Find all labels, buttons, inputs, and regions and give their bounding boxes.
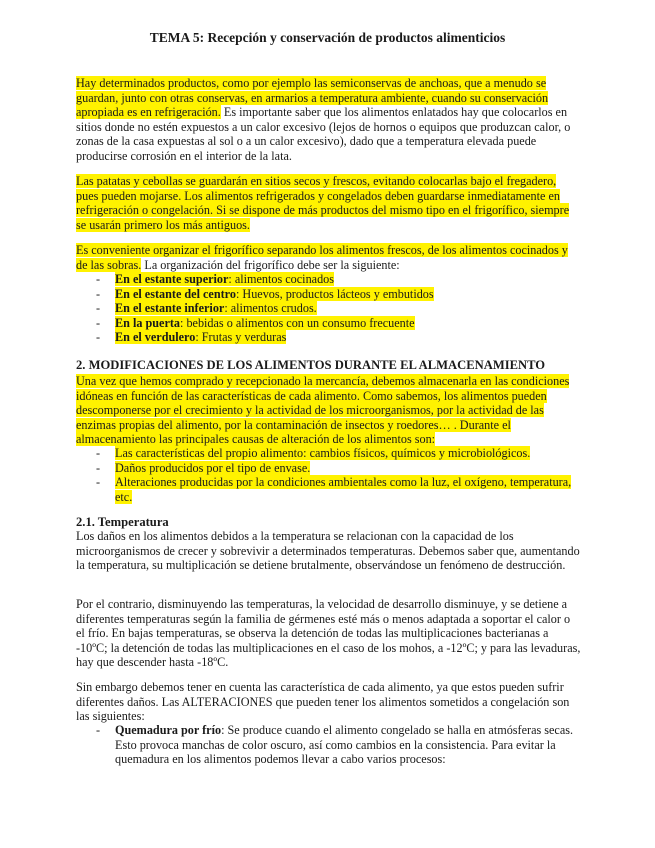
list-item-bold: En el verdulero [115,330,196,344]
highlighted-text: Es conveniente organizar el frigorífico separando los alimentos frescos, de los alimentos cocinados y de las sobras. [76,243,568,272]
list-item-text: : Huevos, productos lácteos y embutidos [235,286,434,301]
list-dash: - [96,330,101,344]
list-dash: - [96,315,101,330]
list-item-text: Las características del propio alimento: cambios físicos, químicos y microbiológicos. [115,446,531,460]
list-dash: - [96,723,101,737]
list-item-text: : Frutas y verduras [195,330,287,344]
list-item-text: : Se produce cuando el alimento congelado se halla en atmósferas secas. Esto provoca manchas de color oscuro, así como cambios en la consistencia. Para evitar la quemadura en los alimentos podemos llevar a cabo varios procesos: [115,723,574,766]
paragraph-alteraciones: Sin embargo debemos tener en cuenta las característica de cada alimento, ya que estos pueden sufrir diferentes daños. Las ALTERACIONES que pueden tener los alimentos sometidos a congelación son las siguientes: [76,680,570,723]
paragraph-almacenamiento [76,374,581,447]
list-item [96,301,581,316]
list-dash: - [96,301,101,315]
list-item-bold: En el estante superior [115,272,229,286]
list-item-bold: En la puerta [115,315,181,330]
highlighted-text: Hay determinados productos, como por ejemplo las semiconservas de anchoas, que a menudo se guardan, junto con otras conservas, en armarios a temperatura ambiente, cuando su conservación apropiada es en refrigeración. [76,76,549,119]
paragraph-text: La organización del frigorífico debe ser la siguiente: [141,257,400,272]
list-dash: - [96,272,101,286]
list-item-text: Alteraciones producidas por la condiciones ambientales como la luz, el oxígeno, temperatura, etc. [115,475,572,504]
list-item-bold: En el estante del centro [115,286,236,301]
list-dash: - [96,286,101,301]
list-item-text: : bebidas o alimentos con un consumo frecuente [180,315,415,330]
list-item [96,446,581,461]
paragraph-temperatura: Los daños en los alimentos debidos a la temperatura se relacionan con la capacidad de los microorganismos de crecer y sobrevivir a determinados temperaturas. Debemos saber que, aumentando la temperatura, su multiplicación se detiene brutalmente, observándose un fenómeno de destrucción. [76,529,580,572]
list-item-text: Daños producidos por el tipo de envase. [115,460,311,475]
list-item-text: : alimentos cocinados [228,272,335,286]
paragraph-conservas [76,76,581,163]
list-item [96,475,581,504]
list-item [96,723,581,767]
subsection-heading: 2.1. Temperatura [76,515,169,529]
alteration-causes-list [96,446,581,504]
freezing-alterations-list [96,723,581,767]
highlighted-text: Una vez que hemos comprado y recepcionado la mercancía, debemos almacenarla en las condiciones idóneas en función de las características de cada alimento. Como sabemos, los alimentos pueden descomponerse por el crecimiento y la actividad de los microorganismos, por la actividad de las enzimas propias del alimento, por la contaminación de insectos y roedores… . Durante el almacenamiento las principales causas de alteración de los alimentos son: [76,374,570,446]
fridge-organization-list [96,272,581,345]
paragraph-text: Es importante saber que los alimentos enlatados hay que colocarlos en sitios donde no estén expuestos a un calor excesivo (lejos de hornos o equipos que produzcan calor, o zonas de la casa expuestas al sol o a un calor excesivo), dado que a temperatura elevada puede producirse corrosión en el interior de la lata. [76,105,571,163]
highlighted-text: Las patatas y cebollas se guardarán en sitios secos y frescos, evitando colocarlas bajo el fregadero, pues pueden mojarse. Los alimentos refrigerados y congelados deben guardarse inmediatamente en refrigeración o congelación. Si se dispone de más productos del mismo tipo en el frigorífico, siempre se usarán primero los más antiguos. [76,174,570,232]
list-dash: - [96,460,101,475]
list-item [96,330,581,345]
list-item [96,316,581,331]
paragraph-patatas [76,174,581,232]
list-dash: - [96,446,101,460]
list-item [96,287,581,302]
page-title: TEMA 5: Recepción y conservación de productos alimenticios [149,30,506,45]
list-item [96,272,581,287]
paragraph-frigorifico [76,243,581,272]
section-heading: 2. MODIFICACIONES DE LOS ALIMENTOS DURANTE EL ALMACENAMIENTO [76,358,546,372]
list-item-bold: Quemadura por frío [115,723,222,737]
list-item-text: : alimentos crudos. [224,301,317,315]
list-item [96,461,581,476]
paragraph-bajas-temperaturas: Por el contrario, disminuyendo las temperaturas, la velocidad de desarrollo disminuye, y se detiene a diferentes temperaturas según la familia de gérmenes esté más o menos adaptada a soportar el calor o el frío. En bajas temperaturas, se observa la detención de todas las multiplicaciones bacterianas a -10ºC; la detención de todas las multiplicaciones en el caso de los mohos, a -12ºC; y para las levaduras, hay que descender hasta -18ºC. [76,597,581,669]
list-dash: - [96,475,101,489]
list-item-bold: En el estante inferior [115,301,225,315]
